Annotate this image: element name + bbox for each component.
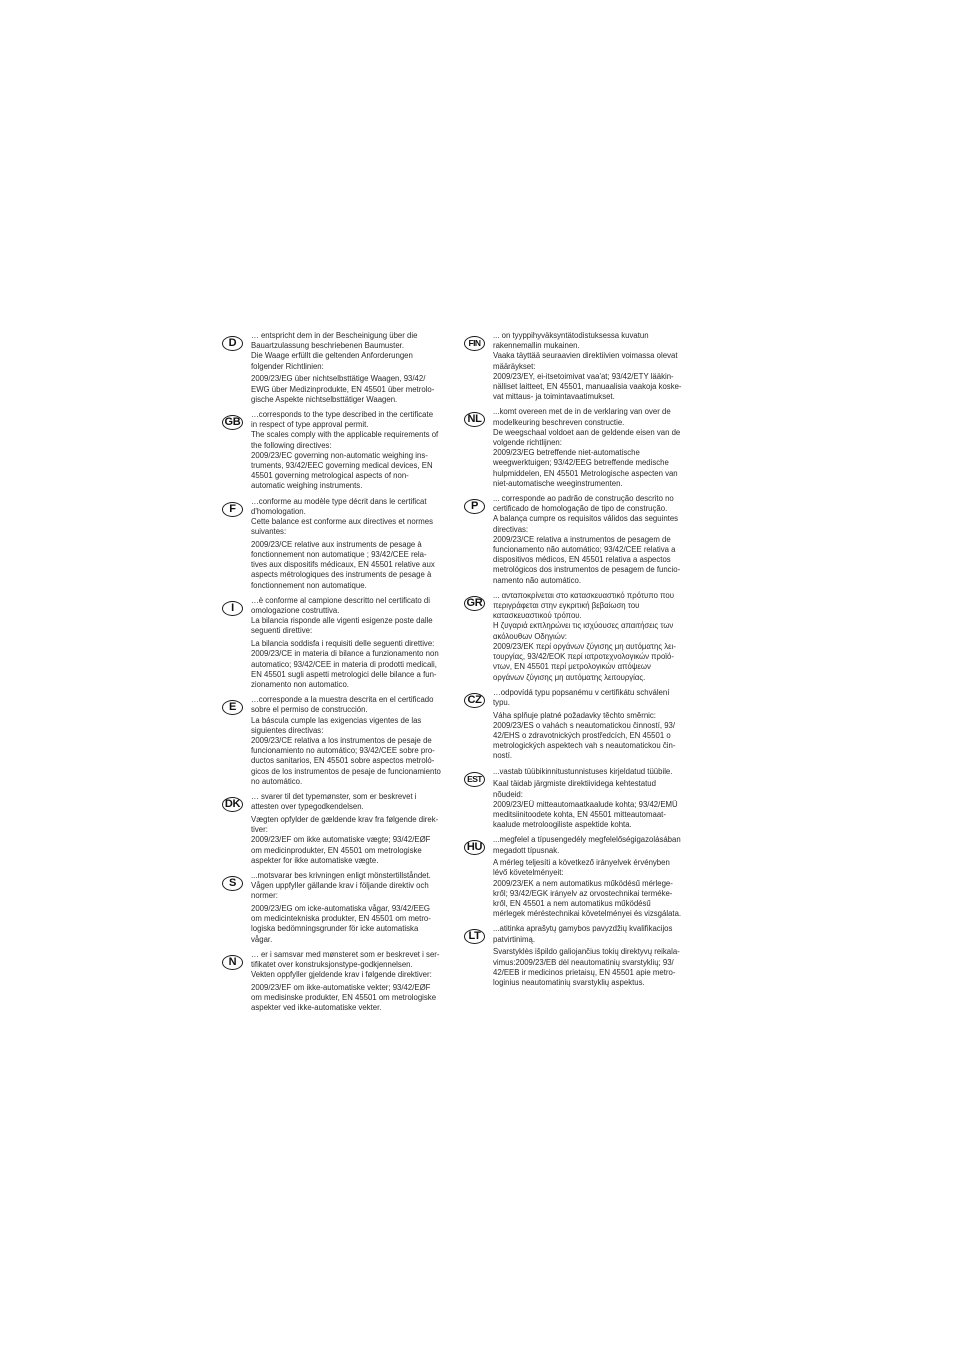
language-code-badge: D [222, 336, 243, 351]
language-entry-cz [464, 688, 702, 762]
declaration-text [493, 924, 702, 988]
declaration-paragraph: … entspricht dem in der Bescheinigung über die Bauartzulassung beschriebenen Baumuster. Die Waage erfüllt die geltenden Anforderungen folgender Richtlinien: [251, 331, 418, 371]
declaration-paragraph: ... corresponde ao padrão de construção descrito no certificado de homologação de tipo de construção. A balança cumpre os requisitos válidos das seguintes directivas: 2009/23/CE relativa a instrumentos de pesagem de funcionamento não automático; 93/42/CEE relativa a dispositivos médicos, EN 45501 relativa a aspectos metrológicos dos instrumentos de pesagem de funcio- namento não automático. [493, 494, 681, 585]
declaration-paragraph: 2009/23/EG über nichtselbsttätige Waagen, 93/42/ EWG über Medizinprodukte, EN 45501 über metrolo- gische Aspekte nichtselbsttätiger Waagen. [251, 374, 435, 404]
declaration-paragraph: Váha splňuje platné požadavky těchto směrnic: 2009/23/ES o vahách s neautomatickou činností, 93/ 42/EHS o zdravotnických prostředcích, EN 45501 o metrologických aspektech vah s neautomatickou čin- ností. [493, 710, 676, 761]
language-code-badge: I [222, 601, 243, 616]
declaration-paragraph: A mérleg teljesíti a következő irányelvek érvényben lévő követelményeit: 2009/23/EK a nem automatikus működésű mérlege- kről; 93/42/EGK irányelv az orvostechnikai terméke- kről, EN 45501 a nem automatikus működésű mérlegek méréstechnikai követelményei és vizsgálata. [493, 858, 682, 919]
language-code-badge: EST [464, 772, 485, 787]
language-code-badge: E [222, 700, 243, 715]
declaration-paragraph: …conforme au modèle type décrit dans le certificat d'homologation. Cette balance est conforme aux directives et normes suivantes: [251, 496, 434, 537]
language-code-badge: HU [464, 840, 485, 855]
declaration-paragraph: ...atitinka aprašytų gamybos pavyzdžių kvalifikacijos patvirtinimą. [493, 924, 673, 944]
left-column [222, 331, 460, 1019]
declaration-paragraph: La bilancia soddisfa i requisiti delle seguenti direttive: 2009/23/CE in materia di bilance a funzionamento non automatico; 93/42/CEE in materia di prodotti medicali, EN 45501 sugli aspetti metrologici delle bilance a fun- zionamento non automatico. [251, 639, 439, 689]
language-code-badge: P [464, 499, 485, 514]
language-entry-e [222, 695, 460, 787]
language-code-badge: N [222, 955, 243, 970]
declaration-paragraph: Vægten opfylder de gældende krav fra følgende direk- tiver: 2009/23/EF om ikke automatiske vægte; 93/42/EØF om medicinprodukter, EN 45501 om metrologiske aspekter for ikke automatiske vægte. [251, 814, 439, 865]
language-entry-lt [464, 924, 702, 988]
language-code-badge: NL [464, 412, 485, 427]
declaration-text [493, 407, 702, 489]
language-entry-p [464, 494, 702, 586]
declaration-text [493, 767, 702, 831]
language-entry-gb [222, 410, 460, 492]
declaration-paragraph: …è conforme al campione descritto nel certificato di omologazione costruttiva. La bilancia risponde alle vigenti esigenze poste dalle seguenti direttive: [251, 595, 433, 636]
language-entry-fin [464, 331, 702, 402]
language-entry-i [222, 596, 460, 690]
language-code-badge: CZ [464, 693, 485, 708]
declaration-text [251, 410, 460, 492]
declaration-text [251, 497, 460, 591]
language-code-badge: FIN [464, 336, 485, 351]
language-code-badge: LT [464, 929, 485, 944]
language-code-badge: F [222, 502, 243, 517]
declaration-text [493, 688, 702, 762]
language-entry-gr [464, 591, 702, 683]
declaration-text [493, 494, 702, 586]
declaration-text [251, 695, 460, 787]
language-entry-d [222, 331, 460, 405]
declaration-paragraph: 2009/23/CE relative aux instruments de pesage à fonctionnement non automatique ; 93/42/CEE rela- tives aux dispositifs médicaux, EN 45501 relative aux aspects métrologiques des instruments de pesage à fonctionnement non automatique. [251, 539, 435, 590]
declaration-text [251, 950, 460, 1014]
declaration-text [251, 331, 460, 405]
language-entry-hu [464, 835, 702, 919]
language-code-badge: GB [222, 415, 243, 430]
right-column [464, 331, 702, 993]
declaration-paragraph: ...motsvarar bes krivningen enligt mönstertillståndet. Vågen uppfyller gällande krav i följande direktiv och normer: [251, 870, 431, 901]
declaration-paragraph: ...megfelel a típusengedély megfelelőségigazolásában megadott típusnak. [493, 835, 681, 855]
declaration-text [251, 792, 460, 866]
language-code-badge: GR [464, 596, 485, 611]
language-entry-s [222, 871, 460, 945]
declaration-paragraph: 2009/23/EF om ikke-automatiske vekter; 93/42/EØF om medisinske produkter, EN 45501 om metrologiske aspekter ved ikke-automatiske vekter. [251, 982, 437, 1013]
declaration-paragraph: …odpovídá typu popsanému v certifikátu schválení typu. [493, 687, 670, 707]
language-entry-f [222, 497, 460, 591]
language-entry-est [464, 767, 702, 831]
declaration-text [493, 331, 702, 402]
declaration-paragraph: Svarstyklės išpildo galiojančius tokių direktyvų reikala- vimus:2009/23/EB dėl neautomatinių svarstyklių; 93/ 42/EEB ir medicinos prietaisų, EN 45501 apie metro- loginius neautomatinių svarstyklių aspektus. [493, 947, 680, 987]
declaration-paragraph: … er i samsvar med mønsteret som er beskrevet i ser- tifikatet over konstruksjonstype-godkjennelsen. Vekten oppfyller gjeldende krav i følgende direktiver: [251, 949, 440, 980]
declaration-paragraph: … svarer til det typemønster, som er beskrevet i attesten over typegodkendelsen. [251, 792, 417, 812]
language-code-badge: S [222, 876, 243, 891]
language-code-badge: DK [222, 797, 243, 812]
declaration-text [493, 835, 702, 919]
declaration-paragraph: …corresponds to the type described in the certificate in respect of type approval permit. The scales comply with the applicable requirements of the following directives: 2009/23/EC governing non-automatic weighing ins- truments, 93/42/EEC governing medical devices, EN 45501 governing metrological aspects of non- automatic weighing instruments. [251, 409, 439, 491]
declaration-text [493, 591, 702, 683]
declaration-paragraph: ...komt overeen met de in de verklaring van over de modelkeuring beschreven constructie. De weegschaal voldoet aan de geldende eisen van de volgende richtlijnen: 2009/23/EG betreffende niet-automatische weegwerktuigen; 93/42/EEG betreffende medische hulpmiddelen, EN 45501 Metrologische aspecten van niet-automatische weeginstrumenten. [493, 407, 681, 488]
language-entry-nl [464, 407, 702, 489]
declaration-paragraph: 2009/23/EG om icke-automatiska vågar, 93/42/EEG om medicintekniska produkter, EN 45501 om metro- logiska bedömningsgrunder för icke automatiska vågar. [251, 904, 431, 944]
language-entry-n [222, 950, 460, 1014]
language-entry-dk [222, 792, 460, 866]
declaration-text [251, 596, 460, 690]
declaration-paragraph: Kaal täidab järgmiste direktiividega kehtestatud nõudeid: 2009/23/EÜ mitteautomaatkaalude kohta; 93/42/EMÜ meditsiinitoodete kohta, EN 45501 mitteautomaat- kaalude metroloogiliste aspektide kohta. [493, 779, 678, 830]
declaration-paragraph: ... on tyyppihyväksyntätodistuksessa kuvatun rakennemallin mukainen. Vaaka täyttää seuraavien direktiivien voimassa olevat määräykset: 2009/23/EY, ei-itsetoimivat vaa'at; 93/42/ETY lääkin- nälliset laitteet, EN 45501, manuaalisia vaakoja koske- vat mittaus- ja toimintavaatimukset. [493, 331, 682, 402]
declaration-text [251, 871, 460, 945]
declaration-paragraph: ... ανταποκρίνεται στο κατασκευαστικό πρότυπο που περιγράφεται στην εγκριτική βεβαίωση του κατασκευαστικού τρόπου. Η ζυγαριά εκπληρώνει τις ισχύουσες απαιτήσεις των ακόλουθων Οδηγιών: 2009/23/ΕΚ περί οργάνων ζύγισης μη αυτόματης λει- τουργίας, 93/42/ΕΟΚ περί ιατροτεχνολογικών προϊό- ντων, EN 45501 περί μετρολογικών απόψεων οργάνων ζύγισης μη αυτόματης λειτουργίας. [493, 590, 676, 682]
declaration-paragraph: ...vastab tüübikinnitustunnistuses kirjeldatud tüübile. [493, 766, 673, 776]
declaration-paragraph: …corresponde a la muestra descrita en el certificado sobre el permiso de construcción. La báscula cumple las exigencias vigentes de las siguientes directivas: 2009/23/CE relativa a los instrumentos de pesaje de funcionamiento no automático; 93/42/CEE sobre pro- ductos sanitarios, EN 45501 sobre aspectos metroló- gicos de los instrumentos de pesaje de funcionamiento no automático. [251, 695, 441, 786]
